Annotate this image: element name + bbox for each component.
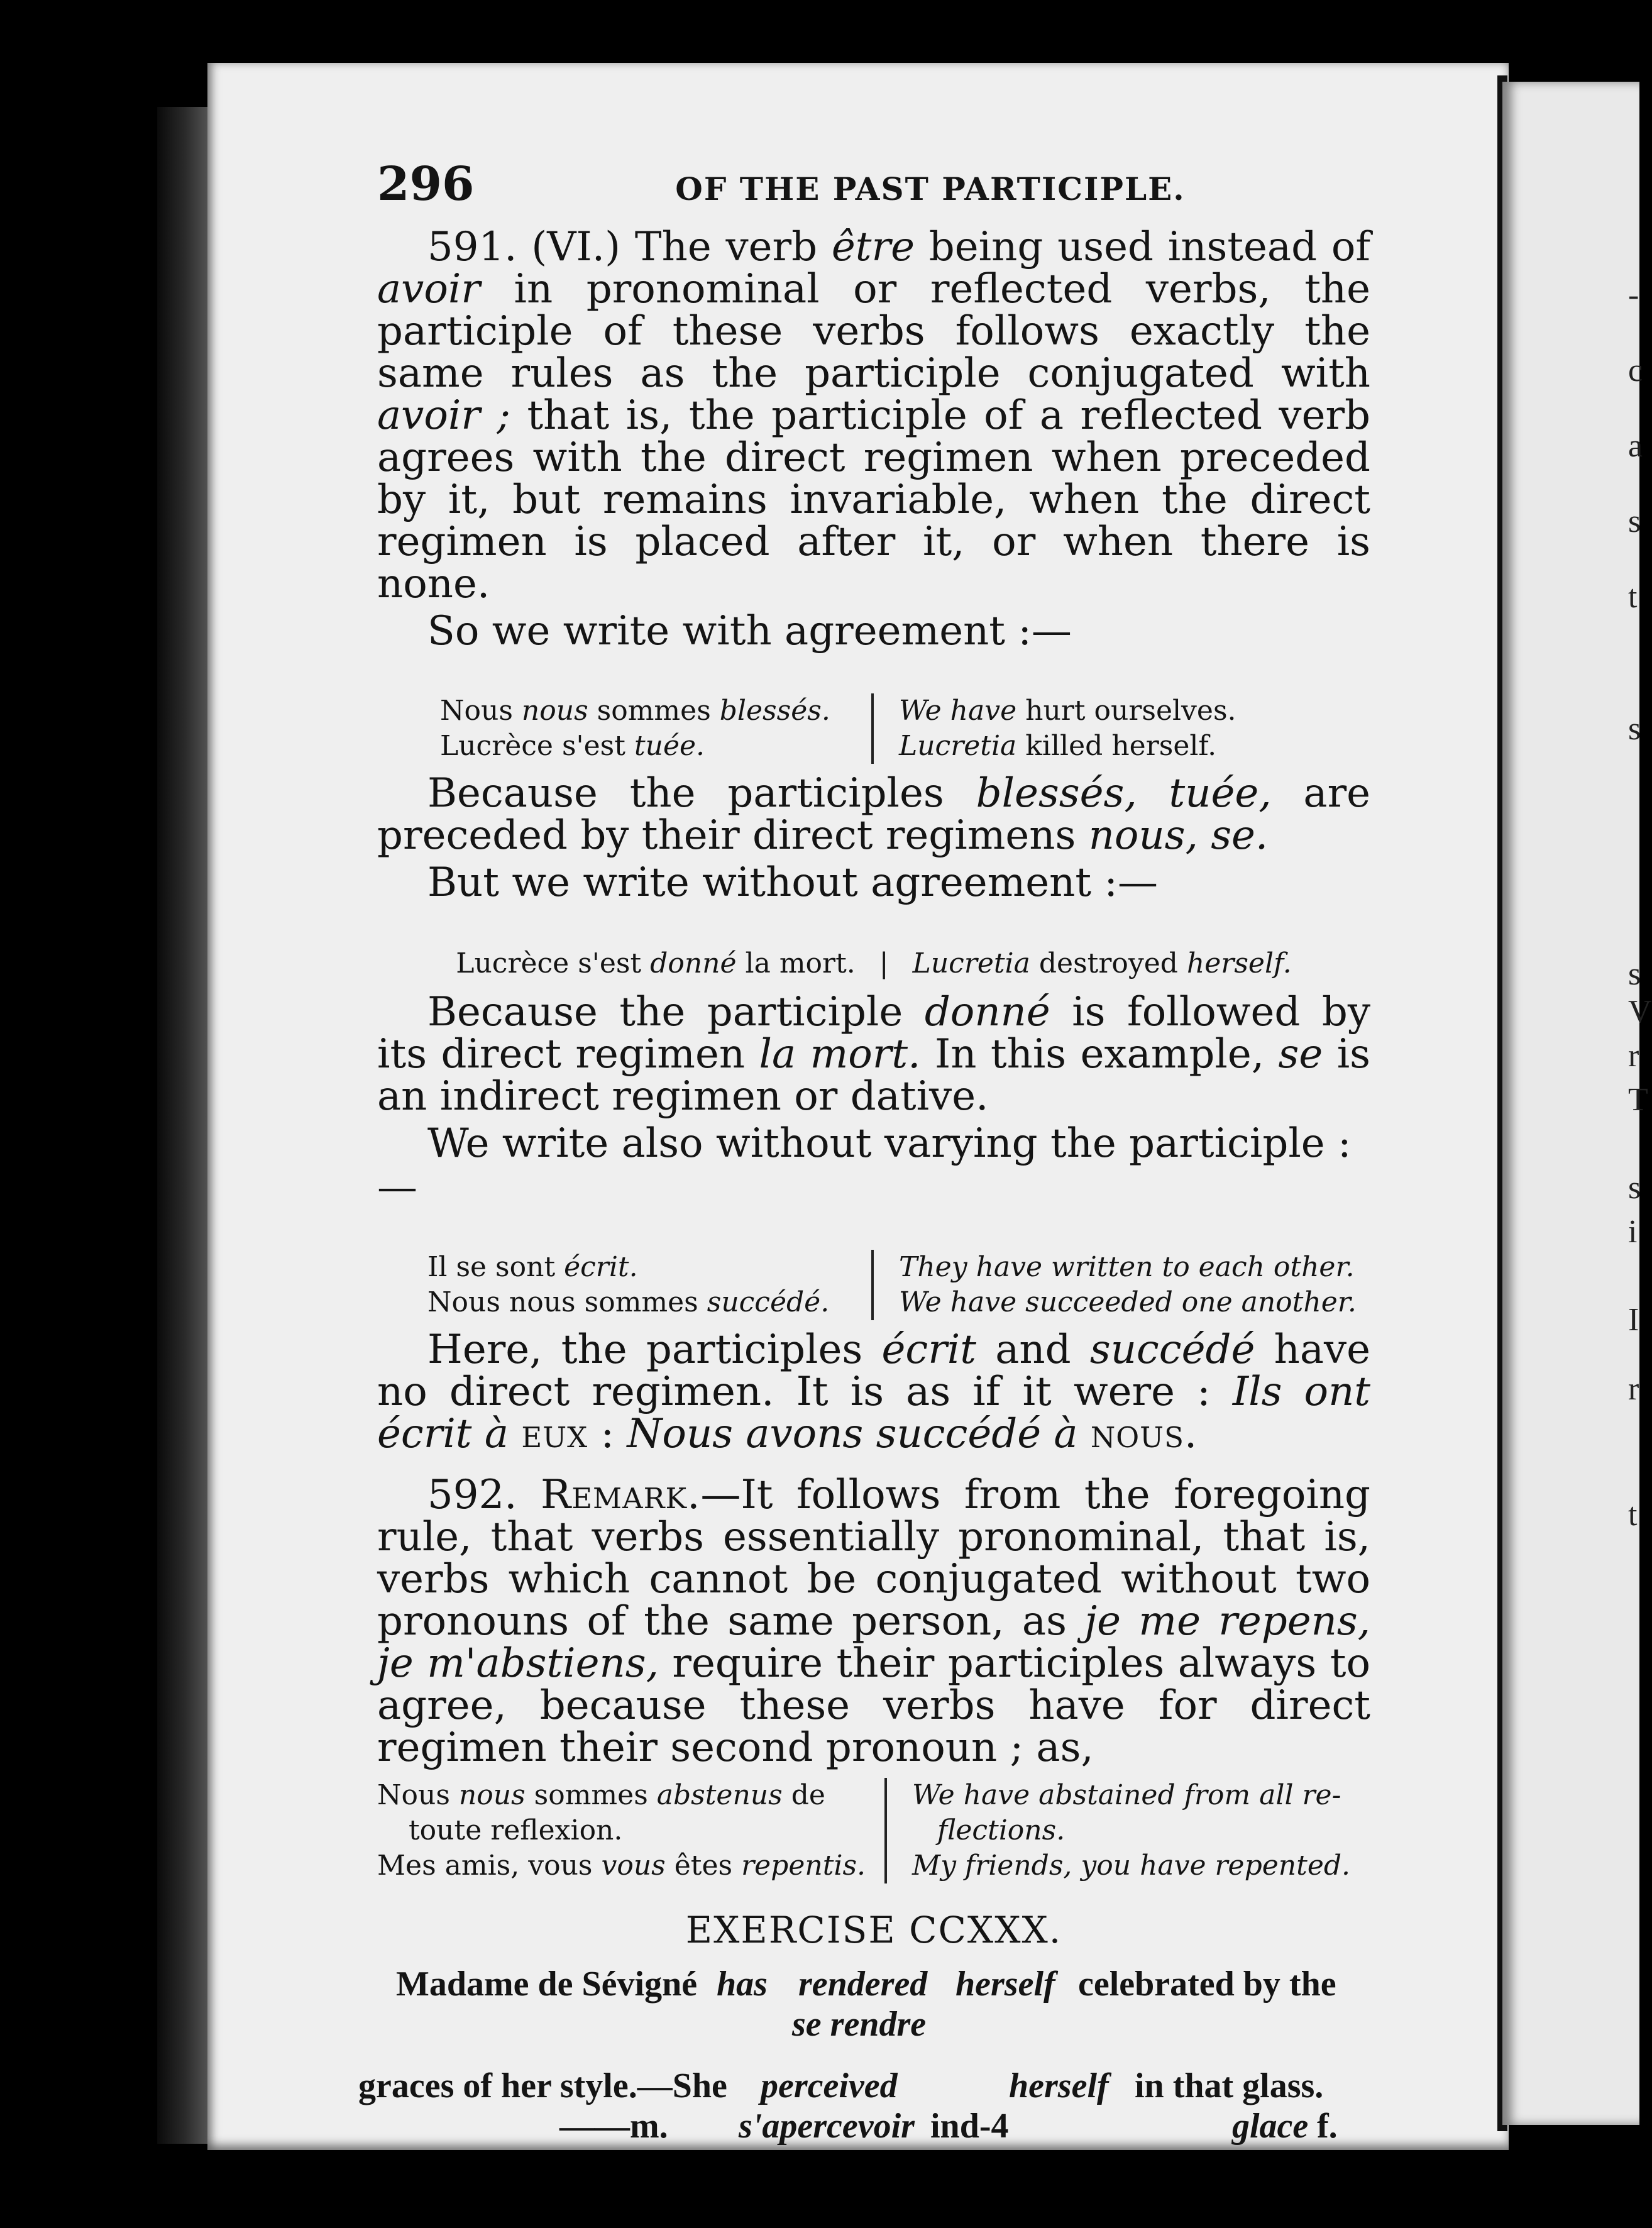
- next-page-fragment: s: [1628, 504, 1641, 539]
- agreement-examples: [377, 693, 1370, 764]
- agreement-intro: So we write with agreement :—: [427, 608, 1072, 654]
- next-page-fragment: s: [1628, 711, 1641, 747]
- example-line: My friends, you have repented.: [912, 1850, 1351, 1882]
- french-term: être: [831, 224, 915, 270]
- french-column: [377, 1250, 874, 1320]
- varying-examples: [377, 1250, 1370, 1320]
- next-page-fragment: r: [1628, 1371, 1639, 1407]
- next-page-fragment: t: [1628, 579, 1638, 615]
- example-line: We have abstained from all re-: [912, 1779, 1341, 1811]
- next-page-fragment: r: [1628, 1038, 1639, 1074]
- next-page-fragment: V: [1628, 994, 1652, 1030]
- english-column: [887, 1778, 1370, 1883]
- next-page-fragment: T: [1628, 1082, 1648, 1118]
- example-line: Nous nous sommes succédé.: [427, 1286, 830, 1318]
- paragraph-number: 591. (VI.): [427, 224, 621, 270]
- example-line: We have hurt ourselves.: [899, 695, 1236, 727]
- exercise-title: EXERCISE CCXXX.: [685, 1909, 1062, 1951]
- example-line: Nous nous sommes blessés.: [440, 695, 830, 727]
- next-page-fragment: c: [1628, 353, 1643, 389]
- paragraph-592: 592. Remark.—It follows from the foregoing rule, that verbs essentially pronominal, that is, verbs which cannot be conjugated without two pronouns of the same person, as je me repens, je m'abstiens, require their participles always to agree, because these verbs have for direct regimen their second pronoun ; as,: [377, 1472, 1371, 1771]
- exercise-line-1: Madame de Sévigné has rendered herself celebrated by the: [396, 1965, 1336, 2004]
- text: that is, the participle of a reflected verb agrees with the direct regimen when preceded by it, but remains invariable, when the direct regimen is placed after it, or when there is none.: [377, 392, 1371, 607]
- remark-examples: [377, 1778, 1370, 1883]
- example-line: We have succeeded one another.: [899, 1286, 1357, 1318]
- page-number: 296: [377, 157, 475, 211]
- paragraph-591: [377, 226, 1370, 605]
- next-page-fragment: i: [1628, 1214, 1638, 1250]
- because-paragraph-2: Because the participle donné is followed by its direct regimen la mort. In this example, se is an indirect regimen or dative.: [377, 989, 1371, 1120]
- right-page-edge: [1502, 82, 1639, 2125]
- example-line: Mes amis, vous vous êtes repentis.: [377, 1850, 866, 1882]
- page-header: [377, 157, 1370, 226]
- example-line: flections.: [937, 1814, 1066, 1846]
- english-column: [874, 693, 1370, 764]
- next-page-fragment: a: [1628, 428, 1643, 464]
- text: The verb: [634, 224, 818, 270]
- english-column: [874, 1250, 1370, 1320]
- text: in pronominal or reflected verbs, the participle of these verbs follows exactly the same rules as the participle conjugated with: [377, 266, 1371, 397]
- next-page-fragment: I: [1628, 1302, 1639, 1338]
- example-line: They have written to each other.: [899, 1251, 1355, 1283]
- running-title: OF THE PAST PARTICIPLE.: [675, 170, 1186, 207]
- next-page-fragment: s: [1628, 956, 1641, 992]
- page-content: [358, 157, 1371, 2146]
- without-intro: But we write without agreement :—: [427, 859, 1158, 906]
- example-line: Lucretia killed herself.: [899, 730, 1217, 762]
- example-line: Lucrèce s'est tuée.: [440, 730, 705, 762]
- text: being used instead of: [928, 224, 1371, 270]
- french-term: avoir: [377, 266, 480, 312]
- next-page-fragment: t: [1628, 1497, 1638, 1533]
- next-page-fragment: s: [1628, 1170, 1641, 1206]
- exercise-gloss-2: ——m. s'apercevoir ind-4 glace f.: [559, 2107, 1338, 2146]
- example-line: Nous nous sommes abstenus de: [377, 1779, 825, 1811]
- paragraph-number: 592.: [427, 1472, 517, 1518]
- because-paragraph-1: Because the participles blessés, tuée, are preceded by their direct regimens nous, se.: [377, 770, 1371, 859]
- next-page-fragment: -: [1628, 277, 1639, 313]
- french-term: avoir ;: [377, 392, 510, 439]
- exercise-line-2: graces of her style.—She perceived herself in that glass.: [358, 2066, 1324, 2105]
- here-paragraph: Here, the participles écrit and succédé have no direct regimen. It is as if it were : Ils ont écrit à eux : Nous avons succédé à nous.: [377, 1326, 1371, 1457]
- french-column: [377, 1778, 887, 1883]
- without-example: Lucrèce s'est donné la mort. | Lucretia destroyed herself.: [456, 947, 1292, 979]
- exercise-gloss-1: se rendre: [792, 2005, 927, 2044]
- example-line: Il se sont écrit.: [427, 1251, 638, 1283]
- varying-intro: We write also without varying the participle :—: [377, 1120, 1352, 1211]
- example-line: toute reflexion.: [409, 1814, 623, 1846]
- french-column: [377, 693, 874, 764]
- remark-label: Remark.: [541, 1472, 701, 1518]
